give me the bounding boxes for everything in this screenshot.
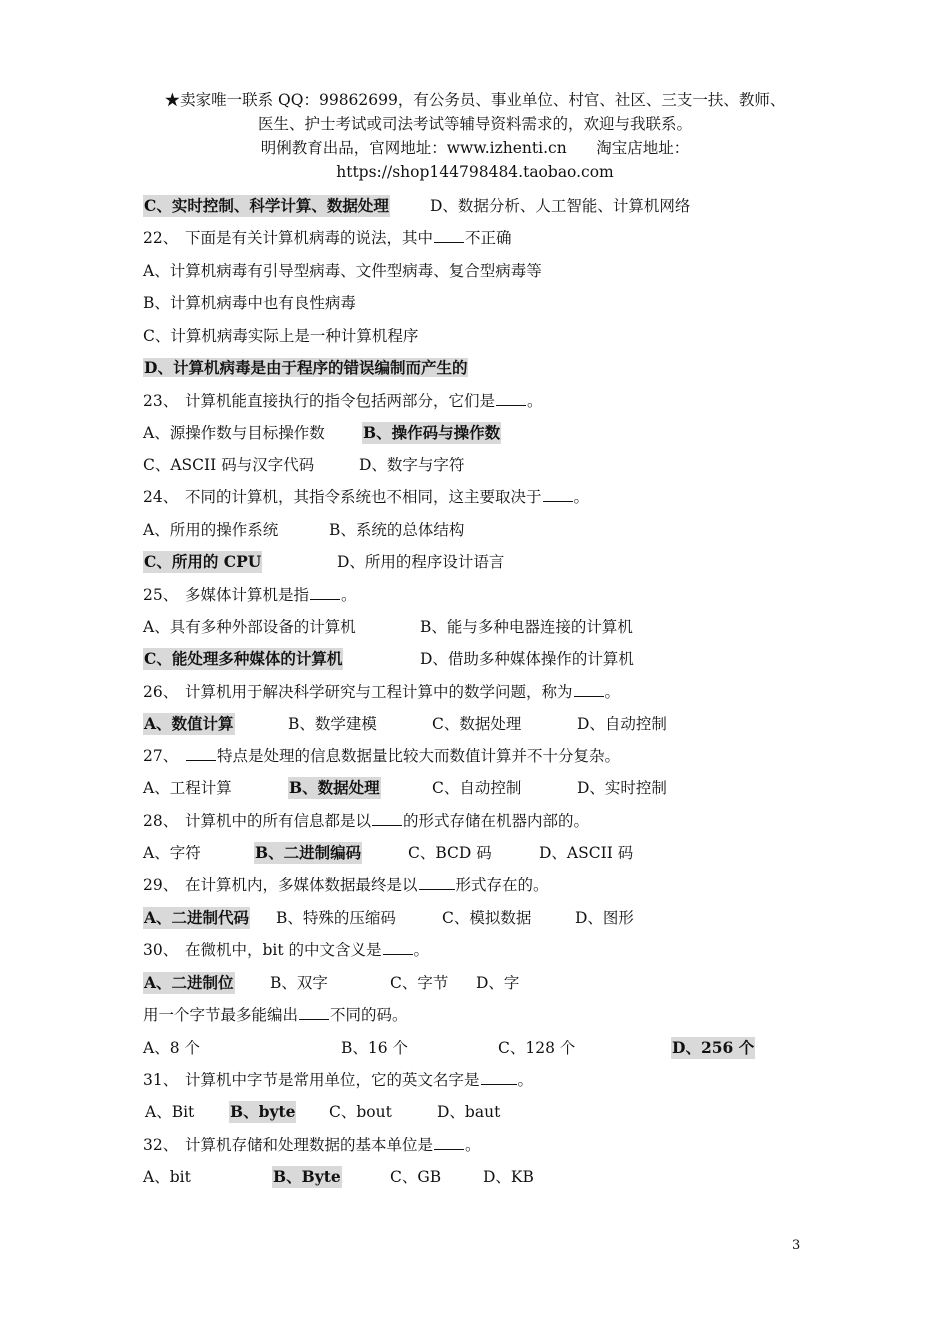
question-23 — [143, 390, 543, 412]
option-d: D、KB — [483, 1168, 534, 1186]
question-number: 25、 — [143, 586, 179, 604]
question-22 — [143, 227, 512, 249]
option-b: B、数学建模 — [288, 715, 377, 733]
question-text: 计算机存储和处理数据的基本单位是 — [185, 1136, 434, 1154]
answer-row — [143, 357, 468, 379]
question-number: 29、 — [143, 876, 179, 894]
question-number: 27、 — [143, 747, 179, 765]
option-c: C、数据处理 — [432, 715, 522, 733]
answer-blank — [372, 811, 402, 826]
answer-option-b: B、数据处理 — [289, 778, 380, 797]
answer-option-a: A、数值计算 — [144, 714, 234, 733]
question-text: 在微机中，bit 的中文含义是 — [185, 941, 382, 959]
option-a: A、bit — [143, 1168, 191, 1186]
question-text: 在计算机内，多媒体数据最终是以 — [185, 876, 418, 894]
header-line-3: 明俐教育出品，官网地址：www.izhenti.cn 淘宝店地址： — [260, 139, 690, 157]
answer-blank — [299, 1005, 329, 1020]
question-text: 计算机用于解决科学研究与工程计算中的数学问题，称为 — [185, 683, 573, 701]
question-text: 多媒体计算机是指 — [185, 586, 310, 604]
answer-blank — [481, 1070, 517, 1085]
header-line-4: https://shop144798484.taobao.com — [336, 163, 614, 181]
header-line-1: ★卖家唯一联系 QQ：99862699，有公务员、事业单位、村官、社区、三支一扶、教师、 — [164, 91, 786, 109]
answer-option-d: D、计算机病毒是由于程序的错误编制而产生的 — [144, 358, 468, 377]
question-26 — [143, 681, 620, 703]
header-line-2: 医生、护士考试或司法考试等辅导资料需求的，欢迎与我联系。 — [257, 115, 692, 133]
question-29 — [143, 874, 549, 896]
answer-option-c: C、所用的 CPU — [144, 552, 262, 571]
option-d: D、所用的程序设计语言 — [337, 553, 505, 571]
question-text-end: 。 — [517, 1071, 534, 1089]
answer-option-c: C、能处理多种媒体的计算机 — [144, 649, 343, 668]
question-30-followup — [143, 1004, 408, 1026]
question-text-end: 形式存在的。 — [455, 876, 549, 894]
option-b: B、系统的总体结构 — [329, 521, 465, 539]
answer-blank — [383, 940, 413, 955]
question-number: 31、 — [143, 1071, 179, 1089]
answer-blank — [574, 682, 604, 697]
answer-option-b: B、byte — [230, 1102, 296, 1121]
option-c: C、字节 — [390, 974, 449, 992]
option-a: A、计算机病毒有引导型病毒、文件型病毒、复合型病毒等 — [143, 262, 542, 280]
option-d: D、字 — [476, 974, 520, 992]
option-d: D、实时控制 — [577, 779, 667, 797]
option-d: D、数字与字符 — [359, 456, 465, 474]
option-d: D、借助多种媒体操作的计算机 — [420, 650, 634, 668]
answer-blank — [186, 746, 216, 761]
answer-option-b: B、二进制编码 — [255, 843, 362, 862]
option-b: B、计算机病毒中也有良性病毒 — [143, 294, 356, 312]
question-text-end: 不同的码。 — [330, 1006, 408, 1024]
question-text: 不同的计算机，其指令系统也不相同，这主要取决于 — [185, 488, 542, 506]
question-text-end: 。 — [573, 488, 590, 506]
question-text-end: 不正确 — [465, 229, 512, 247]
question-30 — [143, 939, 429, 961]
answer-option-b: B、Byte — [273, 1167, 341, 1186]
page-number: 3 — [792, 1238, 801, 1253]
answer-blank — [434, 1135, 464, 1150]
question-text-end: 的形式存储在机器内部的。 — [403, 812, 590, 830]
option-d: D、自动控制 — [577, 715, 667, 733]
question-number: 24、 — [143, 488, 179, 506]
option-b: B、16 个 — [341, 1039, 409, 1057]
question-text-end: 。 — [465, 1136, 481, 1154]
question-number: 32、 — [143, 1136, 179, 1154]
option-a: A、源操作数与目标操作数 — [143, 424, 325, 442]
question-text: 用一个字节最多能编出 — [143, 1006, 299, 1024]
option-d: D、图形 — [575, 909, 634, 927]
option-c: C、计算机病毒实际上是一种计算机程序 — [143, 327, 419, 345]
option-d: D、ASCII 码 — [539, 844, 634, 862]
option-a: A、Bit — [145, 1103, 195, 1121]
question-text: 计算机中字节是常用单位，它的英文名字是 — [185, 1071, 480, 1089]
answer-blank — [310, 585, 340, 600]
question-24 — [143, 486, 589, 508]
option-a: A、所用的操作系统 — [143, 521, 279, 539]
option-b: B、能与多种电器连接的计算机 — [420, 618, 633, 636]
answer-option-b: B、操作码与操作数 — [363, 423, 501, 442]
answer-option-a: A、二进制代码 — [144, 908, 250, 927]
option-c: C、128 个 — [498, 1039, 576, 1057]
question-number: 30、 — [143, 941, 179, 959]
option-c: C、模拟数据 — [442, 909, 532, 927]
question-text: 下面是有关计算机病毒的说法，其中 — [185, 229, 434, 247]
option-d: D、baut — [437, 1103, 501, 1121]
option-b: B、特殊的压缩码 — [276, 909, 396, 927]
answer-option-c: C、实时控制、科学计算、数据处理 — [144, 196, 389, 215]
question-text-end: 。 — [341, 586, 357, 604]
option-a: A、8 个 — [143, 1039, 200, 1057]
answer-blank — [496, 391, 526, 406]
option-c: C、ASCII 码与汉字代码 — [143, 456, 315, 474]
question-31 — [143, 1069, 533, 1091]
question-text-end: 特点是处理的信息数据量比较大而数值计算并不十分复杂。 — [217, 747, 621, 765]
page-header — [0, 88, 950, 184]
answer-blank — [419, 875, 455, 890]
question-32 — [143, 1134, 481, 1156]
option-b: B、双字 — [270, 974, 328, 992]
option-c: C、bout — [329, 1103, 392, 1121]
option-a: A、字符 — [143, 844, 201, 862]
option-a: A、工程计算 — [143, 779, 232, 797]
answer-blank — [434, 228, 464, 243]
question-number: 22、 — [143, 229, 179, 247]
option-c: C、GB — [390, 1168, 442, 1186]
option-c: C、自动控制 — [432, 779, 522, 797]
question-number: 23、 — [143, 392, 179, 410]
question-28 — [143, 810, 589, 832]
option-a: A、具有多种外部设备的计算机 — [143, 618, 356, 636]
option-c: C、BCD 码 — [408, 844, 492, 862]
option-d: D、数据分析、人工智能、计算机网络 — [430, 197, 691, 215]
question-text-end: 。 — [527, 392, 543, 410]
question-27 — [143, 745, 620, 767]
question-text: 计算机能直接执行的指令包括两部分，它们是 — [185, 392, 496, 410]
question-text-end: 。 — [413, 941, 430, 959]
question-text-end: 。 — [604, 683, 621, 701]
answer-option-a: A、二进制位 — [144, 973, 234, 992]
answer-blank — [543, 487, 573, 502]
question-text: 计算机中的所有信息都是以 — [185, 812, 372, 830]
question-number: 28、 — [143, 812, 179, 830]
question-25 — [143, 584, 357, 606]
question-number: 26、 — [143, 683, 179, 701]
answer-option-d: D、256 个 — [672, 1038, 755, 1057]
